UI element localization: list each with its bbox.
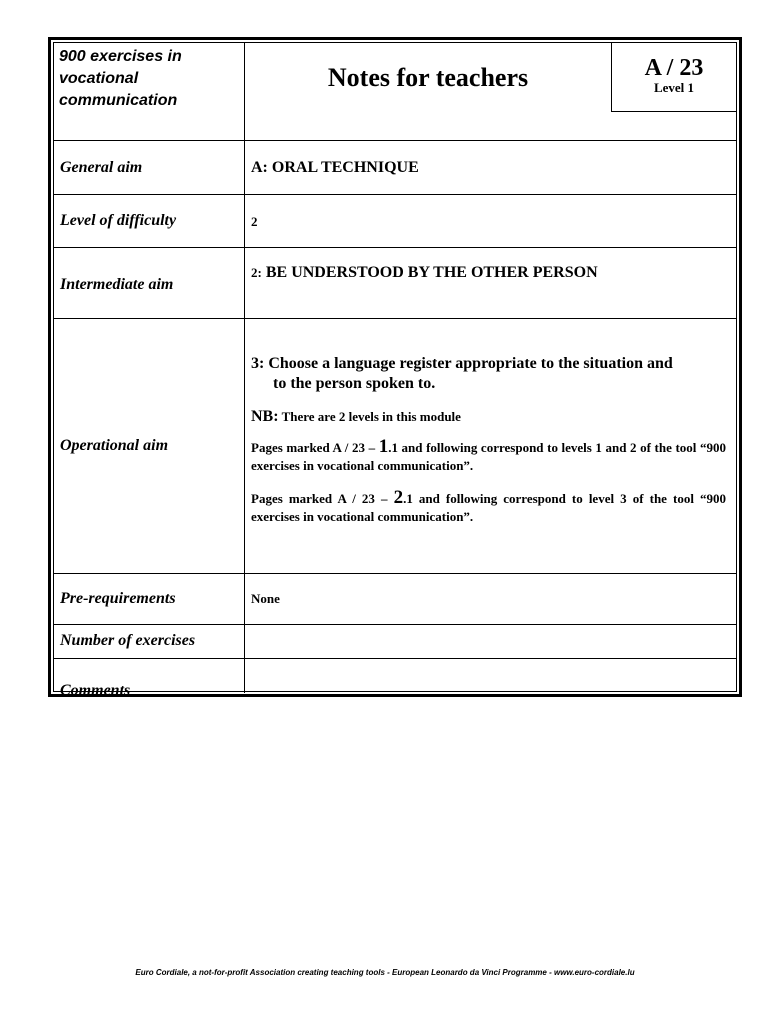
nb-text: There are 2 levels in this module bbox=[281, 409, 461, 424]
pre-requirements-row bbox=[54, 574, 736, 625]
operational-aim-row bbox=[54, 319, 736, 574]
column-divider bbox=[244, 659, 245, 693]
intermediate-aim-prefix: 2: bbox=[251, 265, 262, 280]
code-box bbox=[611, 43, 736, 112]
operational-aim-content bbox=[251, 354, 726, 526]
p2-num: 2 bbox=[393, 487, 404, 508]
p1-num: 1 bbox=[378, 436, 389, 457]
levels-paragraph-1 bbox=[251, 438, 726, 475]
nb-tag: NB: bbox=[251, 408, 279, 425]
levels-paragraph-2 bbox=[251, 489, 726, 526]
module-code: A / 23 bbox=[644, 55, 704, 81]
difficulty-label: Level of difficulty bbox=[60, 212, 177, 229]
difficulty-row bbox=[54, 195, 736, 248]
series-title: 900 exercises in vocational communication bbox=[59, 48, 182, 109]
pre-requirements-value: None bbox=[251, 591, 280, 606]
comments-row bbox=[54, 659, 736, 699]
number-of-exercises-row bbox=[54, 625, 736, 659]
column-divider bbox=[244, 319, 245, 573]
pre-requirements-label: Pre-requirements bbox=[60, 590, 176, 607]
operational-aim-label: Operational aim bbox=[60, 437, 169, 454]
column-divider bbox=[244, 195, 245, 247]
page-footer: Euro Cordiale, a not-for-profit Association creating teaching tools - European Leonardo da Vinci Programme - www.euro-cordiale.lu bbox=[135, 968, 635, 977]
number-of-exercises-label: Number of exercises bbox=[60, 632, 196, 649]
intermediate-aim-text: BE UNDERSTOOD BY THE OTHER PERSON bbox=[265, 264, 598, 281]
p1-after: .1 and following correspond to levels 1 and 2 of the tool “900 exercises in vocational communication”. bbox=[251, 440, 726, 473]
intermediate-aim-label: Intermediate aim bbox=[60, 276, 174, 293]
intermediate-aim-row bbox=[54, 248, 736, 319]
column-divider bbox=[244, 141, 245, 194]
general-aim-label: General aim bbox=[60, 159, 143, 176]
operational-aim-main bbox=[251, 354, 726, 394]
general-aim-value: A: ORAL TECHNIQUE bbox=[251, 159, 419, 176]
p2-before: Pages marked A / 23 – bbox=[251, 491, 388, 506]
module-level: Level 1 bbox=[653, 80, 695, 95]
operational-aim-line1: 3: Choose a language register appropriate to the situation and bbox=[251, 355, 673, 372]
comments-label: Comments bbox=[60, 682, 131, 699]
table-inner bbox=[53, 42, 737, 699]
column-divider bbox=[244, 625, 245, 658]
doc-title: Notes for teachers bbox=[327, 63, 529, 92]
operational-aim-line2: to the person spoken to. bbox=[273, 375, 436, 392]
notes-table bbox=[48, 37, 742, 697]
difficulty-value: 2 bbox=[251, 214, 258, 229]
column-divider bbox=[244, 248, 245, 318]
general-aim-row bbox=[54, 141, 736, 195]
nb-note bbox=[251, 408, 726, 426]
intermediate-aim-value bbox=[251, 264, 726, 282]
p2-after: .1 and following correspond to level 3 of the tool “900 exercises in vocational communication”. bbox=[251, 491, 727, 524]
header-row bbox=[54, 43, 736, 141]
p1-before: Pages marked A / 23 – bbox=[251, 440, 376, 455]
column-divider bbox=[244, 574, 245, 624]
